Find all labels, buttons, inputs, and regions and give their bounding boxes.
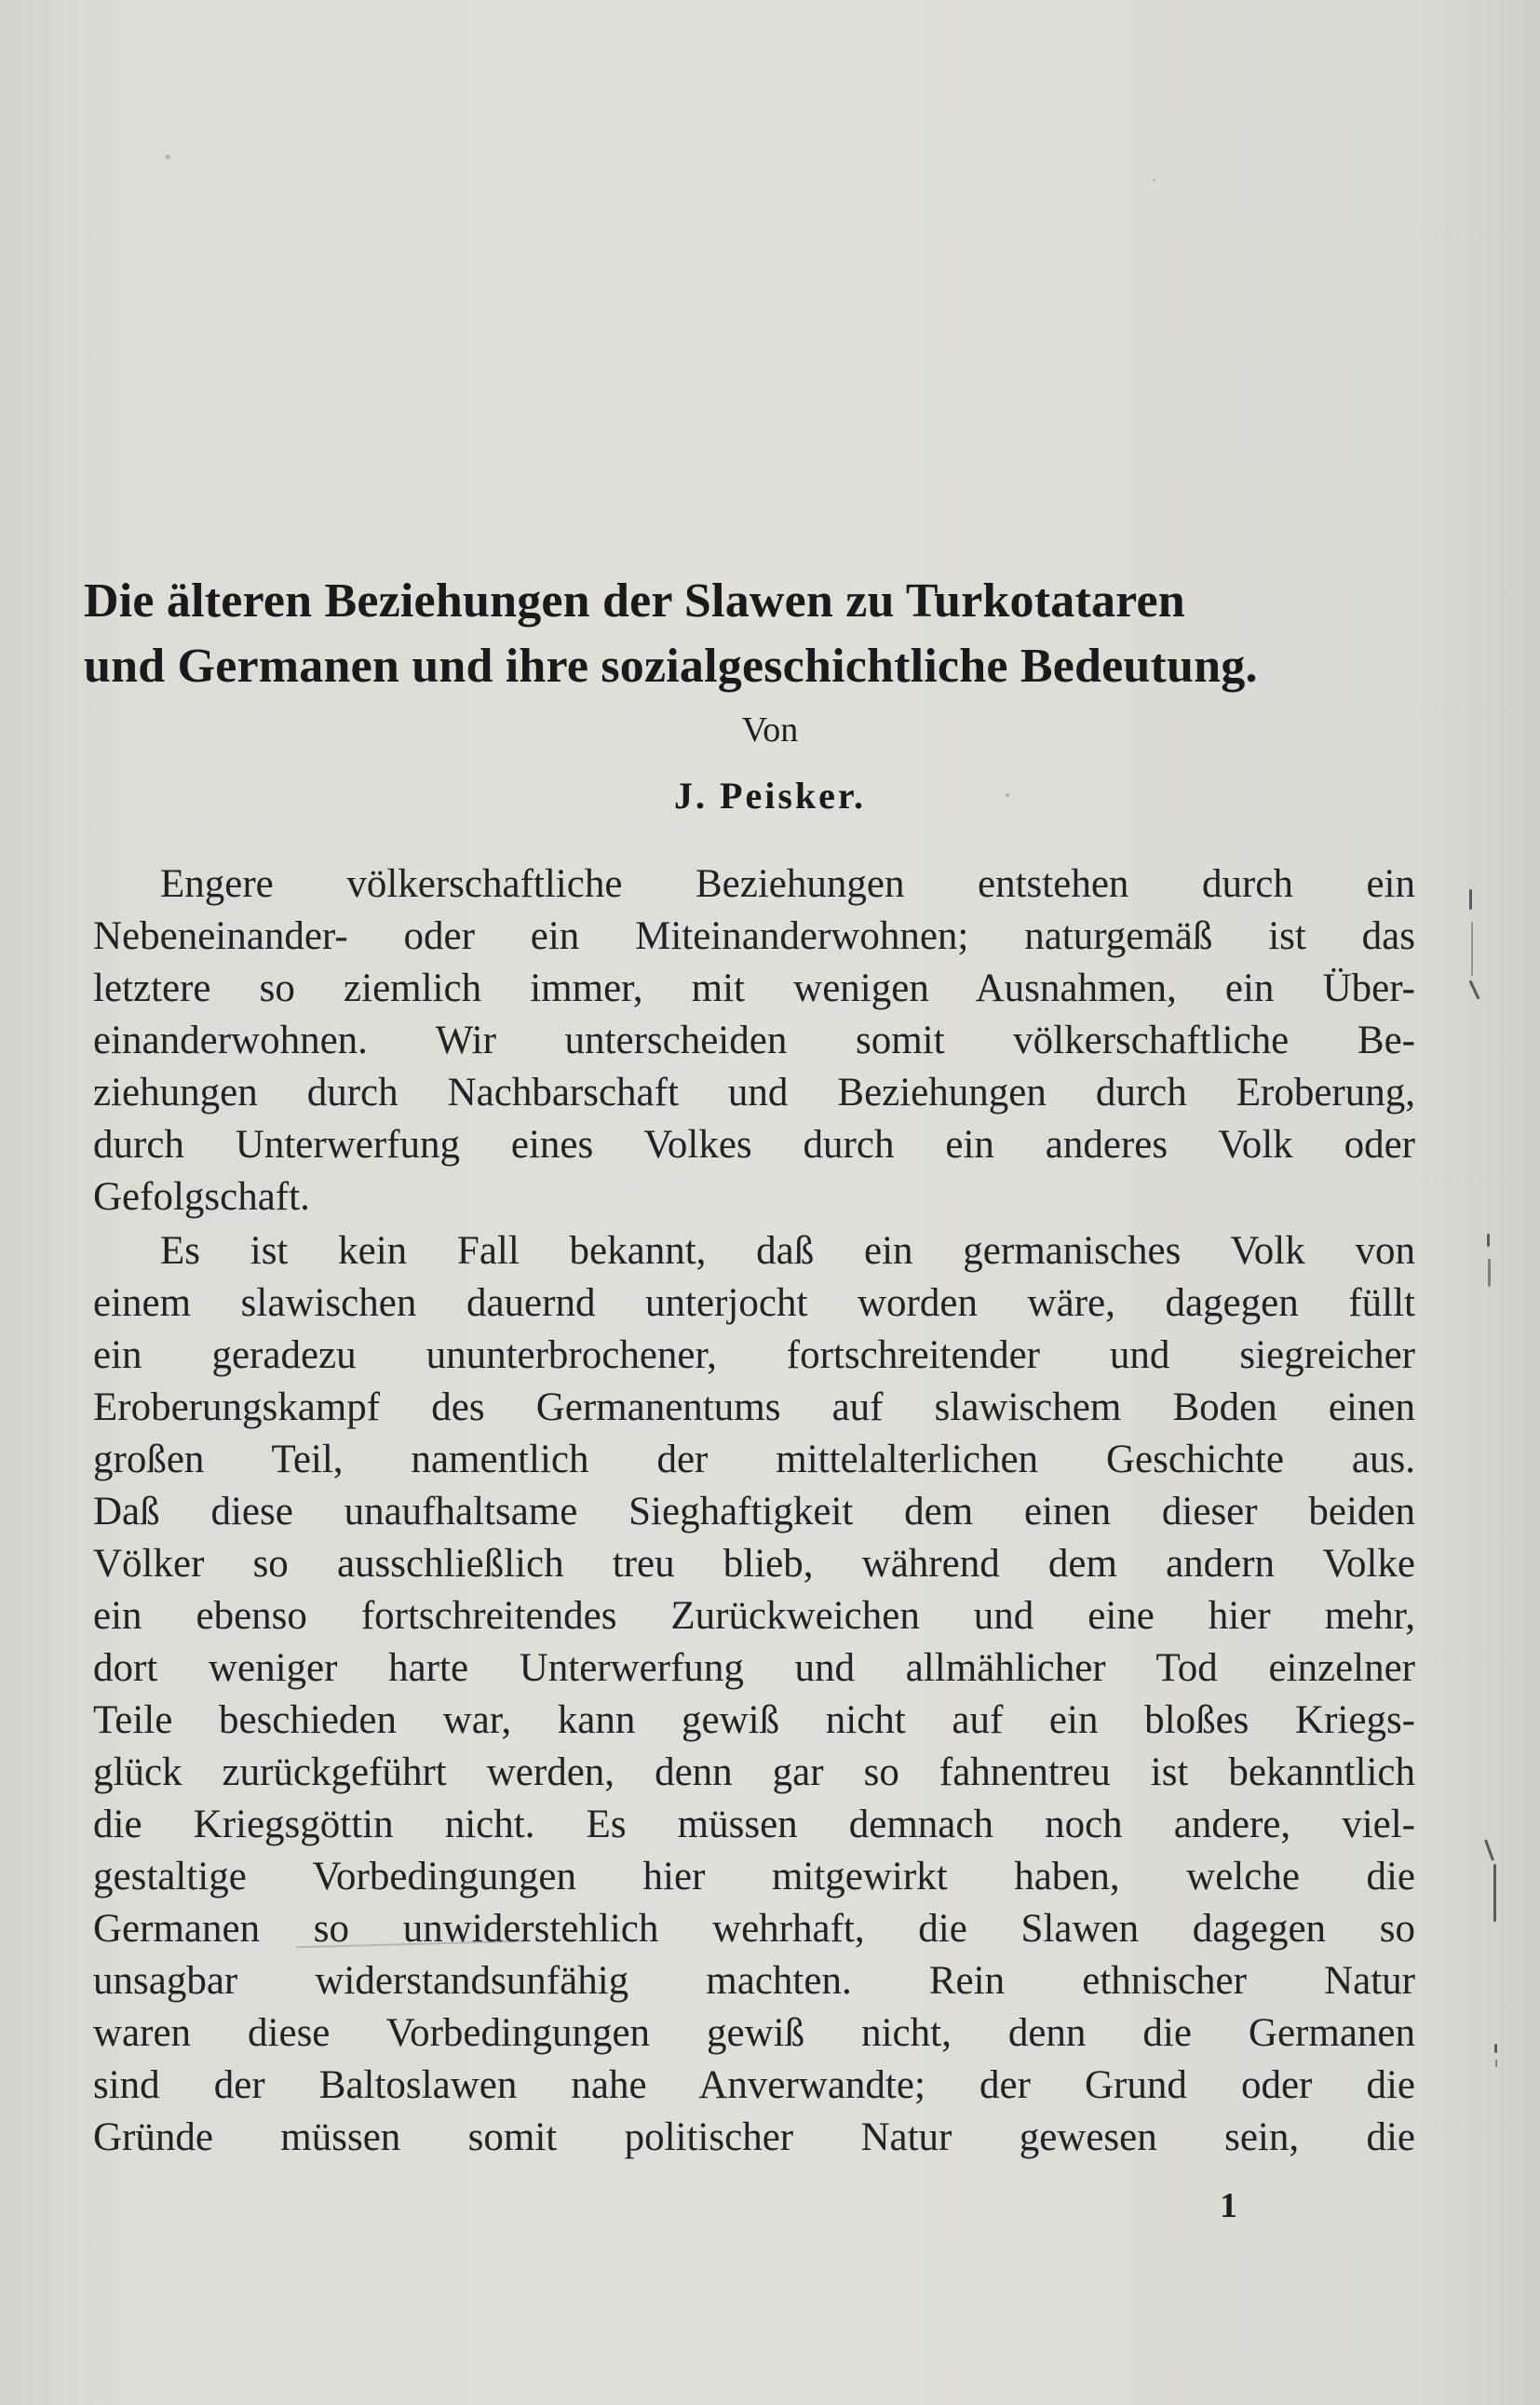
text-line: glück zurückgeführt werden, denn gar so fahnentreu ist bekanntlich (93, 1750, 1415, 1794)
text-line: großen Teil, namentlich der mittelalterlichen Geschichte aus. (93, 1438, 1415, 1481)
margin-pencil-mark (1493, 1864, 1496, 1922)
text-line: Nebeneinander- oder ein Miteinanderwohnen; naturgemäß ist das (93, 914, 1415, 958)
title-line-1: Die älteren Beziehungen der Slawen zu Turkotataren (84, 574, 1185, 628)
text-line: Teile beschieden war, kann gewiß nicht auf ein bloßes Kriegs- (93, 1698, 1415, 1742)
text-line: Eroberungskampf des Germanentums auf slawischem Boden einen (93, 1385, 1415, 1429)
text-line: Gründe müssen somit politischer Natur gewesen sein, die (93, 2115, 1415, 2159)
author-name: J. Peisker. (674, 775, 866, 817)
text-line: ein geradezu ununterbrochener, fortschreitender und siegreicher (93, 1333, 1415, 1377)
text-line: Völker so ausschließlich treu blieb, während dem andern Volke (93, 1542, 1415, 1586)
text-line: gestaltige Vorbedingungen hier mitgewirkt haben, welche die (93, 1855, 1415, 1898)
text-line: durch Unterwerfung eines Volkes durch ein anderes Volk oder (93, 1123, 1415, 1167)
title-line-2: und Germanen und ihre sozialgeschichtliche Bedeutung. (84, 640, 1258, 693)
text-line: ein ebenso fortschreitendes Zurückweichen und eine hier mehr, (93, 1594, 1415, 1638)
paper-speck (166, 155, 170, 159)
margin-pencil-mark (1487, 1234, 1490, 1247)
text-line: letztere so ziemlich immer, mit wenigen Ausnahmen, ein Über- (93, 966, 1415, 1010)
margin-pencil-mark (1488, 1259, 1491, 1287)
margin-pencil-mark (1484, 1839, 1494, 1861)
margin-pencil-mark (1494, 2044, 1497, 2053)
text-line: Engere völkerschaftliche Beziehungen entstehen durch ein (160, 862, 1415, 906)
text-line: unsagbar widerstandsunfähig machten. Rein ethnischer Natur (93, 1959, 1415, 2003)
text-line: Daß diese unaufhaltsame Sieghaftigkeit dem einen dieser beiden (93, 1490, 1415, 1534)
text-line: dort weniger harte Unterwerfung und allmählicher Tod einzelner (93, 1646, 1415, 1690)
text-line: Gefolgschaft. (93, 1175, 310, 1219)
text-line: ziehungen durch Nachbarschaft und Beziehungen durch Eroberung, (93, 1071, 1415, 1115)
text-line: sind der Baltoslawen nahe Anverwandte; der Grund oder die (93, 2063, 1415, 2107)
margin-pencil-mark (1471, 922, 1473, 976)
text-line: einem slawischen dauernd unterjocht worden wäre, dagegen füllt (93, 1281, 1415, 1325)
paper-speck (1006, 793, 1009, 797)
text-line: die Kriegsgöttin nicht. Es müssen demnach noch andere, viel- (93, 1803, 1415, 1846)
text-line: Es ist kein Fall bekannt, daß ein germanisches Volk von (160, 1229, 1415, 1273)
text-line: Germanen so unwiderstehlich wehrhaft, die Slawen dagegen so (93, 1907, 1415, 1951)
margin-pencil-mark (1469, 889, 1472, 910)
paper-speck (1153, 179, 1155, 182)
margin-pencil-mark (1495, 2060, 1497, 2067)
text-line: waren diese Vorbedingungen gewiß nicht, denn die Germanen (93, 2011, 1415, 2055)
byline-von: Von (741, 710, 799, 750)
page-number: 1 (1220, 2186, 1237, 2225)
margin-pencil-mark (1468, 980, 1479, 999)
text-line: einanderwohnen. Wir unterscheiden somit völkerschaftliche Be- (93, 1019, 1415, 1062)
